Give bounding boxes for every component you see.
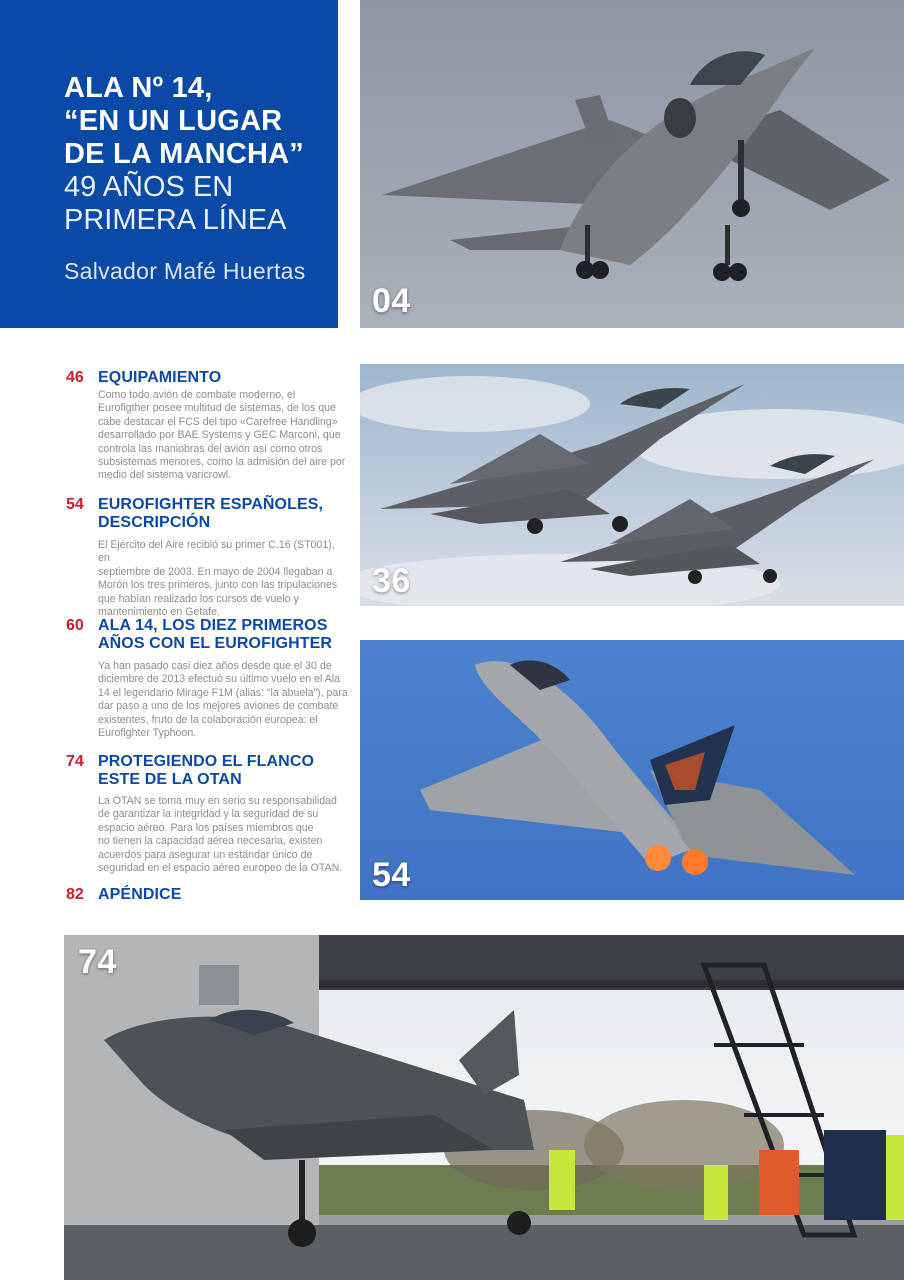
toc-title: [98, 886, 358, 904]
toc-title-line: EUROFIGHTER ESPAÑOLES,: [98, 496, 324, 513]
subtitle-line: PRIMERA LÍNEA: [64, 204, 287, 236]
summary-line: Eurofighter Typhoon.: [98, 727, 197, 740]
photo-two-eurofighters: [360, 364, 904, 606]
page-number-badge: 04: [372, 282, 411, 320]
page-number-badge: 54: [372, 856, 411, 894]
photo-eurofighter-tiger: [360, 640, 904, 900]
summary-line: diciembre de 2013 efectuó su último vuelo en el Ala: [98, 673, 341, 686]
toc-summary: [98, 539, 348, 619]
summary-line: 14 el legendario Mirage F1M (alias: “la abuela”), para: [98, 686, 348, 699]
toc-entry-protegiendo-flanco[interactable]: [64, 753, 349, 881]
toc-summary: [98, 660, 348, 740]
summary-line: El Ejército del Aire recibió su primer C.16 (ST001), en: [98, 539, 335, 565]
author-name: Salvador Mafé Huertas: [64, 258, 306, 284]
page-number-badge: 74: [78, 943, 117, 981]
toc-title: [98, 496, 358, 532]
toc-entry-ala-14[interactable]: [64, 617, 349, 745]
toc-page-number: 46: [66, 369, 84, 386]
summary-line: desarrollado por BAE Systems y GEC Marconi, que: [98, 429, 341, 442]
summary-line: existentes, fruto de la colaboración europea: el: [98, 713, 318, 726]
toc-summary: [98, 389, 348, 483]
toc-title-line: ESTE DE LA OTAN: [98, 771, 242, 788]
title-block: [0, 0, 338, 328]
toc-title-line: DESCRIPCIÓN: [98, 514, 211, 531]
page-number-badge: 36: [372, 562, 411, 600]
article-title: [64, 72, 334, 171]
summary-line: controla las maniobras del avión así como otros: [98, 442, 323, 455]
two-eurofighters-image: [360, 364, 904, 606]
toc-title: [98, 753, 358, 789]
summary-line: mantenimiento en Getafe.: [98, 606, 220, 619]
toc-title: [98, 617, 358, 653]
summary-line: Eurofigther posee multitud de sistemas, de los que: [98, 402, 336, 415]
title-line: ALA Nº 14,: [64, 72, 213, 104]
toc-title: [98, 369, 358, 387]
summary-line: espacio aéreo. Para los países miembros que: [98, 821, 314, 834]
eurofighter-hangar-image: [64, 935, 904, 1280]
toc-title-line: PROTEGIENDO EL FLANCO: [98, 753, 315, 770]
title-line: “EN UN LUGAR: [64, 105, 283, 137]
mirage-f1-image: [360, 0, 904, 328]
toc-page-number: 74: [66, 753, 84, 770]
summary-line: subsistemas menores, como la admisión del aire por: [98, 456, 346, 469]
toc-title-line: ALA 14, LOS DIEZ PRIMEROS: [98, 617, 328, 634]
summary-line: que habían realizado los cursos de vuelo y: [98, 592, 299, 605]
toc-entry-apendice[interactable]: [64, 886, 349, 908]
summary-line: Morón los tres primeros, junto con las tripulaciones: [98, 579, 338, 592]
summary-line: Ya han pasado casi diez años desde que el 30 de: [98, 660, 332, 672]
toc-page-number: 54: [66, 496, 84, 513]
eurofighter-tiger-image: [360, 640, 904, 900]
photo-eurofighter-hangar: [64, 935, 904, 1280]
summary-line: La OTAN se toma muy en serio su responsabilidad: [98, 795, 337, 807]
article-subtitle: [64, 171, 334, 237]
summary-line: septiembre de 2003. En mayo de 2004 llegaban a: [98, 565, 333, 578]
summary-line: medio del sistema varicrowl.: [98, 469, 232, 482]
toc-summary: [98, 795, 348, 875]
toc-title-line: APÉNDICE: [98, 886, 182, 903]
summary-line: seguridad en el espacio aéreo europeo de la OTAN.: [98, 862, 343, 875]
photo-mirage-f1: [360, 0, 904, 328]
toc-page-number: 60: [66, 617, 84, 634]
toc-page-number: 82: [66, 886, 84, 903]
toc-entry-equipamiento[interactable]: [64, 369, 349, 489]
toc-entry-eurofighter-espanoles[interactable]: [64, 496, 349, 619]
summary-line: cabe destacar el FCS del tipo «Carefree Handling»: [98, 415, 338, 428]
summary-line: dar paso a uno de los mejores aviones de combate: [98, 700, 339, 713]
summary-line: Como todo avión de combate moderno, el: [98, 389, 296, 401]
toc-title-line: EQUIPAMIENTO: [98, 369, 222, 386]
summary-line: no tienen la capacidad aérea necesaria, existen: [98, 835, 323, 848]
subtitle-line: 49 AÑOS EN: [64, 171, 234, 203]
title-line: DE LA MANCHA”: [64, 138, 304, 170]
summary-line: de garantizar la integridad y la seguridad de su: [98, 808, 319, 821]
summary-line: acuerdos para asegurar un estándar único de: [98, 848, 313, 861]
toc-title-line: AÑOS CON EL EUROFIGHTER: [98, 635, 333, 652]
